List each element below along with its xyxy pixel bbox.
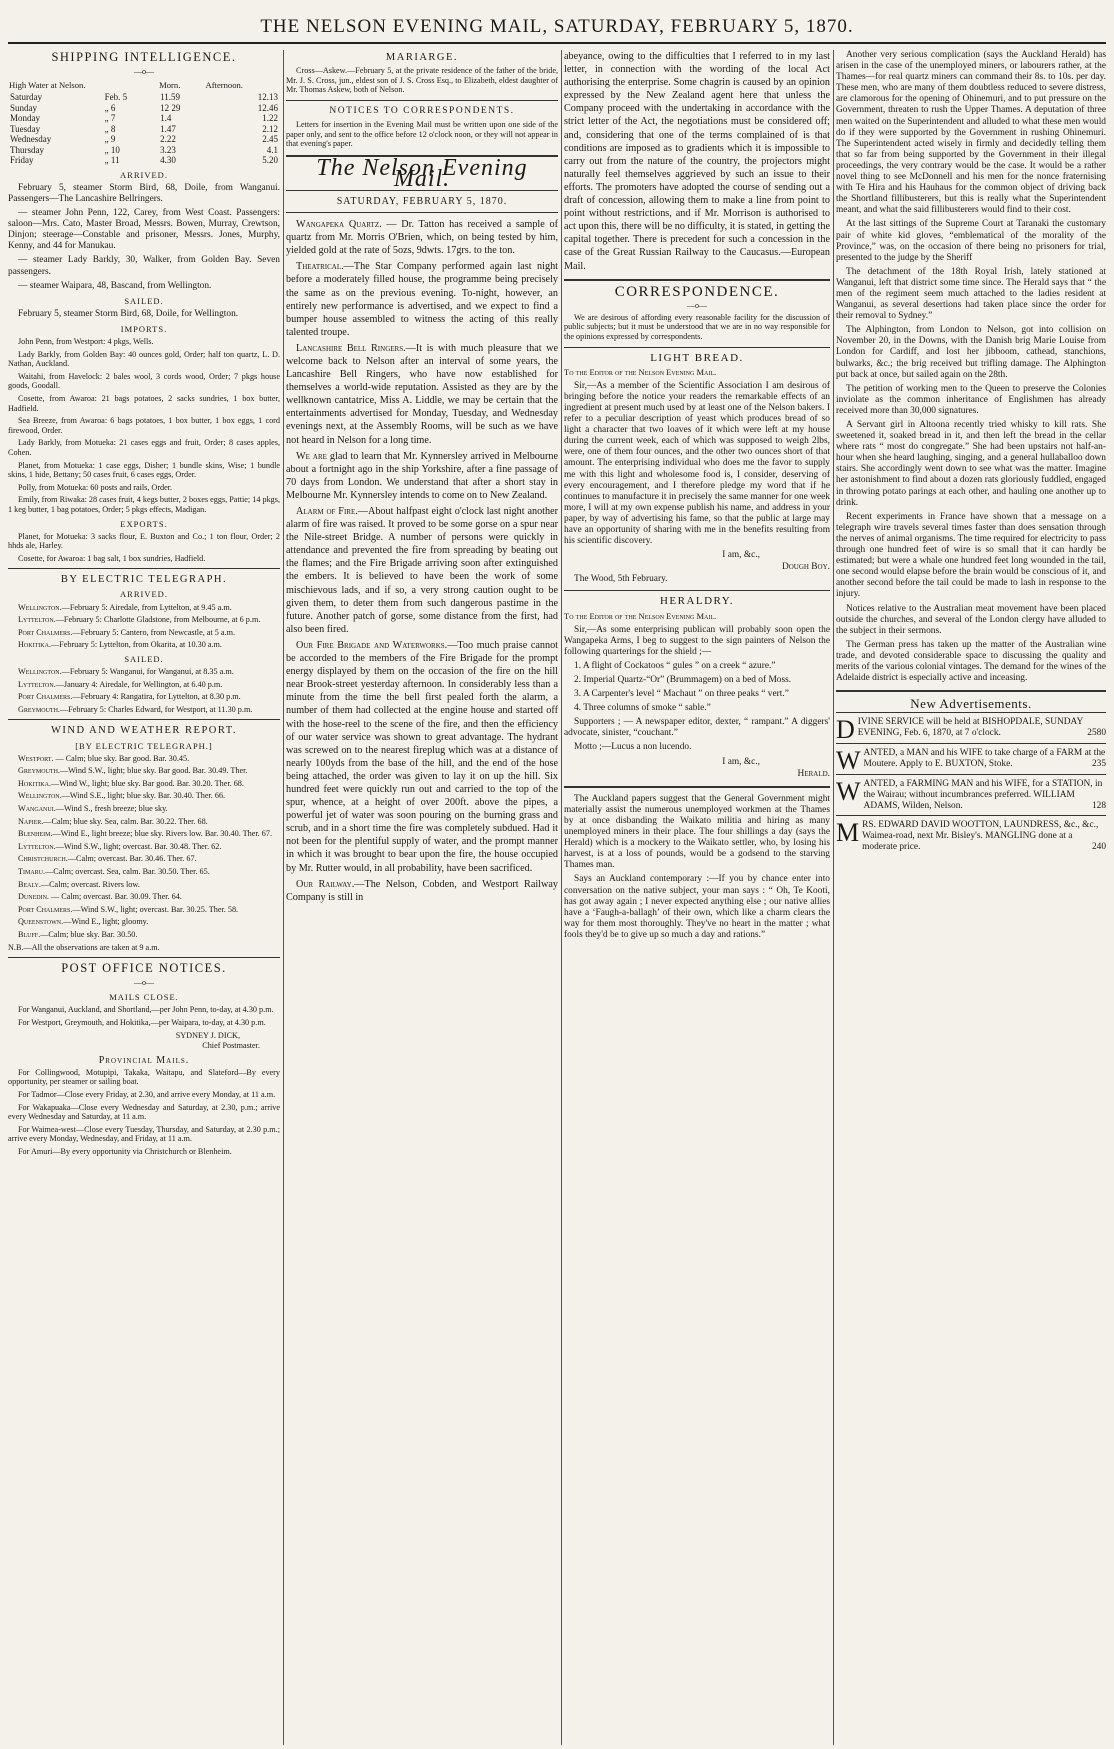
letter-signature: Herald. <box>797 768 830 779</box>
news-paragraph: The Alphington, from London to Nelson, got into collision on November 20, in the Downs, with the Danish brig Marie Louise from London for Cardiff, and lost her jibboom, cathead, stanchions, bulwarks, &c.; the brig received but trifling damage. The Alphington put back at once, but sailed again on the 28th. <box>836 325 1106 380</box>
column-divider <box>561 50 562 1745</box>
telegraph-detail: —February 5: Airedale, from Lyttelton, at 9.45 a.m. <box>61 602 232 612</box>
port-name: Wellington. <box>18 602 62 612</box>
import-entry: Sea Breeze, from Awaroa: 6 bags potatoes, 1 box butter, 1 box eggs, 1 cord firewood, Order. <box>8 416 280 435</box>
port-name: Port Chalmers. <box>18 692 73 702</box>
news-item <box>286 218 558 257</box>
column-2 <box>286 50 558 1745</box>
telegraph-detail: —February 5: Charlotte Gladstone, from Melbourne, at 6 p.m. <box>55 615 261 625</box>
provincial-mail-entry: For Wakapuaka—Close every Wednesday and Saturday, at 2.30, p.m.; arrive every Wednesday and Saturday, at 11 a.m. <box>8 1102 280 1122</box>
tide-morn: 3.23 <box>160 144 176 155</box>
column-3 <box>564 50 830 1745</box>
advertisement <box>836 743 1106 774</box>
paper-banner <box>286 154 558 192</box>
arrived-subheading: ARRIVED. <box>120 169 168 180</box>
weather-detail: —Wind S.W., light; blue sky. Bar good. Bar. 30.49. Ther. <box>59 766 248 776</box>
weather-subheading: [BY ELECTRIC TELEGRAPH.] <box>75 740 213 751</box>
weather-detail: —Wind S.W., light; overcast. Bar. 30.48. Ther. 62. <box>55 841 222 851</box>
imports-subheading: IMPORTS. <box>120 323 168 334</box>
port-name: Lyttelton. <box>18 679 56 689</box>
weather-entry <box>8 804 280 814</box>
rule <box>8 957 280 958</box>
tide-row <box>8 124 280 135</box>
tide-row <box>8 155 280 166</box>
ad-number: 240 <box>1091 841 1106 852</box>
news-body: —About halfpast eight o'clock last night another alarm of fire was raised. It proved to be some gorse on a spur near the Nile-street Bridge. A number of persons were quickly in attendance and prevented the fire from spreading by beating out the flames; and the Fire Brigade arriving soon after extinguished the embers. It is believed to have been the work of some mischievous lads, and if so, a very strong caution ought to be given them, to deter them from such dangerous pastime in the future. Another patch of gorse, some distance from the first, had also been fired. <box>286 506 558 635</box>
news-headline: We are <box>296 450 327 462</box>
tide-day: Saturday <box>10 92 42 103</box>
weather-detail: —Wind S., fresh breeze; blue sky. <box>55 803 168 813</box>
weather-entry <box>8 791 280 801</box>
banner-date: SATURDAY, FEBRUARY 5, 1870. <box>336 195 508 207</box>
news-body: —It is with much pleasure that we welcome back to Nelson after an interval of some years, the Lancashire Bell Ringers, who have now established for themselves a world-wide reputation. Assisted as they are by the wellknown cantatrice, Miss A. Liddle, we may be certain that the entertainments advertised for Monday, Tuesday, and Wednesday evenings next, at the Assembly Rooms, will be such as we have not heard in Nelson for a long time. <box>286 342 558 446</box>
tide-date: „ 7 <box>104 113 116 124</box>
column-divider <box>283 50 284 1745</box>
tide-afternoon: 2.45 <box>262 134 278 145</box>
letter-signature: Dough Boy. <box>781 562 830 573</box>
news-paragraph: The Auckland papers suggest that the General Government might materially assist the numerous unemployed workmen at the Thames by at once disbanding the Waikato militia and hiring as many unemployed miners in their place. The four shillings a day (says the Herald) which is a mockery to the Waikato settler, who, by losing his harvest, is at a loss of pounds, would be a godsend to the starving Thames man. <box>564 793 830 871</box>
tide-row <box>8 103 280 114</box>
weather-detail: —Calm; blue sky. Sea, calm. Bar. 30.22. Ther. 68. <box>43 816 208 826</box>
drop-cap: W <box>836 746 861 776</box>
arrival-entry: February 5, steamer Storm Bird, 68, Doile, from Wanganui. Passengers—The Lancashire Bellringers. <box>8 182 280 204</box>
weather-entry <box>8 905 280 915</box>
news-paragraph: The petition of working men to the Queen to preserve the Colonies inviolate as the common inheritance of Englishmen has already received more than 30,000 signatures. <box>836 383 1106 416</box>
post-heading: POST OFFICE NOTICES. <box>61 961 227 976</box>
tide-morn: 12 29 <box>160 102 181 113</box>
heraldry-item: 3. A Carpenter's level “ Machaut ” on three peaks “ vert.” <box>574 689 789 700</box>
news-body: glad to learn that Mr. Kynnersley arrived in Melbourne about a fortnight ago in the ship Yorkshire, after a fine passage of 70 days from London. We understand that after a short stay in Melbourne Mr. Kynnersley intends to come on to New Zealand. <box>286 450 558 501</box>
arrival-entry: — steamer John Penn, 122, Carey, from West Coast. Passengers: saloon—Mrs. Cato, Master Broad, Messrs. Bowen, Murray, Crewtson, Dinjon; steerage—Constable and prisoner, Messrs. Jones, Murphy, Kenny, and 44 for Manukau. <box>8 208 280 252</box>
light-bread-heading: LIGHT BREAD. <box>650 351 744 364</box>
heraldry-item: 4. Three columns of smoke “ sable.” <box>574 703 711 714</box>
tide-row <box>8 134 280 145</box>
news-headline: Our Railway. <box>296 878 355 890</box>
heraldry-heading: HERALDRY. <box>659 595 735 608</box>
correspondence-heading: CORRESPONDENCE. <box>614 283 780 300</box>
tide-afternoon: 4.1 <box>266 144 278 155</box>
station-name: Timaru. <box>18 866 46 876</box>
tide-afternoon: 12.46 <box>257 102 278 113</box>
column-4 <box>836 50 1106 1745</box>
tide-header-place: High Water at Nelson. <box>9 80 86 91</box>
news-paragraph: The detachment of the 18th Royal Irish, lately stationed at Wanganui, left that district some time since. The Herald says that “ the men of the regiment seem much attached to the ladies resident at Wanganui, as several desertions had taken place since the order for their removal to Sydney.” <box>836 266 1106 322</box>
station-name: Blenheim. <box>18 829 53 839</box>
shipping-heading: SHIPPING INTELLIGENCE. <box>51 50 237 64</box>
news-headline: Alarm of Fire. <box>296 506 358 517</box>
weather-entry <box>8 779 280 789</box>
ad-number: 128 <box>1091 801 1106 812</box>
station-name: Wellington. <box>18 791 62 801</box>
telegraph-sailing <box>8 692 280 702</box>
tide-date: „ 10 <box>104 144 120 155</box>
arrival-entry: — steamer Waipara, 48, Bascand, from Wellington. <box>18 280 212 291</box>
tide-table <box>8 79 280 166</box>
weather-entry <box>8 829 280 839</box>
weather-heading: WIND AND WEATHER REPORT. <box>50 725 238 737</box>
weather-entry <box>8 867 280 877</box>
rule <box>564 786 830 788</box>
telegraph-arrived-subheading: ARRIVED. <box>120 589 168 600</box>
tide-afternoon: 1.22 <box>262 113 278 124</box>
telegraph-sailed-subheading: SAILED. <box>124 653 164 664</box>
rule <box>286 212 558 213</box>
advertisement <box>836 815 1106 855</box>
weather-detail: — Calm; overcast. Bar. 30.09. Ther. 64. <box>48 892 182 902</box>
letter-body: Sir,—As some enterprising publican will probably soon open the Wangapeka Arms, I beg to suggest to the sign painters of Nelson the following quarterings for the shield ;— <box>564 624 830 657</box>
port-name: Wellington. <box>18 667 62 677</box>
news-paragraph: A Servant girl in Altoona recently tried whisky to kill rats. She sweetened it, soaked bread in it, and then left the bread in the cellar where rats “ most do congregate.” She had been upstairs not half-an-hour when she heard laughing, singing, and a general hullaballoo down stairs. She accordingly went down to see what was the matter. Imagine her astonishment to find about a dozen rats gloriously fuddled, engaged in throwing potato parings at each other, and hauling one another up to drink. <box>836 420 1106 508</box>
letter-closing: I am, &c., <box>722 550 760 561</box>
rule <box>836 690 1106 692</box>
news-body: —Too much praise cannot be accorded to the members of the Fire Brigade for the prompt energy displayed by them on the occasion of the fire on the hill near Brook-street yesterday afternoon. In considerably less than a minute from the time the bell first pealed forth the alarm, a number of them had collected at the engine house and started off with the hose-reel to the scene of the fire, and then the efficiency of our water service was shown to great advantage. The hydrant was screwed on to the nearest fireplug which was at a distance of nearly 100yds from the base of the hill, and the end of the hose being attached, the order was given to lay it on up the hill. Six hundred feet were quickly run out and carried to the top of the spur, whence, at a height of over 200ft. above the pipes, a powerful jet of water was soon pouring on the burning grass and scrub, and in a short time the fire was completely subdued. Had it not been for the plentiful supply of water, and the prompt manner in which it was brought to bear upon the fire, the house occupied by Mr. Rutter would, in all probability, have been sacrificed. <box>286 639 558 874</box>
station-name: Greymouth. <box>18 766 60 776</box>
advertisement <box>836 712 1106 743</box>
telegraph-detail: —February 5: Cantero, from Newcastle, at 5 a.m. <box>72 627 235 637</box>
tide-row <box>8 113 280 124</box>
tide-header-row <box>8 79 280 92</box>
tide-morn: 1.4 <box>160 113 172 124</box>
weather-detail: —Wind S.W., light; overcast. Bar. 30.25. Ther. 58. <box>72 904 239 914</box>
weather-detail: —Calm; blue sky. Bar. 30.50. <box>40 929 138 939</box>
tide-afternoon: 5.20 <box>262 155 278 166</box>
telegraph-detail: —January 4: Airedale, for Wellington, at 6.40 p.m. <box>55 679 223 689</box>
import-entry: John Penn, from Westport: 4 pkgs, Wells. <box>18 337 154 346</box>
rule <box>564 347 830 348</box>
rule <box>564 590 830 591</box>
news-headline: Our Fire Brigade and Waterworks. <box>296 639 448 651</box>
weather-detail: —Calm; overcast. Bar. 30.46. Ther. 67. <box>67 854 197 864</box>
railway-continued: abeyance, owing to the difficulties that I referred to in my last letter, in connection with the wording of the local Act authorising the enterprise. Some chagrin is caused by an opinion expressed by the New Zealand agent here that unless the Company proceed with the undertaking in accordance with the strict letter of the Act, the negotiations must be considered off; and, considering that one of the terms complained of is that conditions are imposed as to gradients which it is impossible to carry out from the nature of the country, the projectors might naturally feel themselves aggrieved by such an issue to their efforts. The promoters have adopted the course of sending out a draft of concession, allowing them to make a line from point to point without restrictions, and if Mr. Morrison is authorised to act upon this, there will be no difficulty, it is stated, in getting the capital together. There is precedent for such a concession in the case of the Great Russian Railway to the Caucasus.—European Mail. <box>564 51 830 272</box>
heraldry-motto: Motto ;—Lucus a non lucendo. <box>574 742 692 753</box>
correspondence-disclaimer: We are desirous of affording every reasonable facility for the discussion of public subjects; but it must be understood that we are in no way responsible for the opinions expressed by correspondents. <box>564 312 830 341</box>
advertisement <box>836 774 1106 814</box>
weather-entry <box>8 842 280 852</box>
tide-morn: 11.59 <box>160 92 181 103</box>
telegraph-arrival <box>8 615 280 625</box>
weather-entry <box>8 930 280 940</box>
weather-entry <box>8 892 280 902</box>
tide-morn: 2.22 <box>160 134 176 145</box>
tide-day: Monday <box>10 113 40 124</box>
news-body: — Dr. Tatton has received a sample of quartz from Mr. Morris O'Brien, which, on being tested by him, yielded gold at the rate of 5ozs, 9dwts. 17grs. to the ton. <box>286 219 558 257</box>
tide-day: Thursday <box>10 144 44 155</box>
tide-header-afternoon: Afternoon. <box>205 80 243 91</box>
weather-entry <box>8 754 280 764</box>
station-name: Queenstown. <box>18 917 64 927</box>
tide-afternoon: 2.12 <box>262 123 278 134</box>
weather-detail: —Wind S.E., light; blue sky. Bar. 30.40. Ther. 66. <box>61 791 226 801</box>
rule <box>286 100 558 101</box>
station-name: Wanganui. <box>18 803 56 813</box>
import-entry: Cosette, from Awaroa: 21 bags potatoes, 2 sacks sundries, 1 box butter, Hadfield. <box>8 393 280 413</box>
tide-date: „ 8 <box>104 123 116 134</box>
news-paragraph: Notices relative to the Australian meat movement have been placed outside the churches, and several of the London clergy have alluded to the subject in their sermons. <box>836 603 1106 636</box>
telegraph-arrival <box>8 603 280 613</box>
export-entry: Planet, for Motueka: 3 sacks flour, E. Buxton and Co.; 1 ton flour, Order; 2 hhds ale, Harley. <box>8 531 280 551</box>
news-paragraph: The German press has taken up the matter of the Australian wine trade, and devoted considerable space to discussing the quality and merits of the various colonial vintages. The demand for the wines of the Adelaide district is especially active and inceasing. <box>836 639 1106 684</box>
station-name: Bluff. <box>18 929 41 939</box>
telegraph-detail: —February 5: Lyttelton, from Okarita, at 10.30 a.m. <box>50 640 222 650</box>
ad-text: RS. EDWARD DAVID WOOTTON, LAUNDRESS, &c., &c., Waimea-road, next Mr. Bisley's. MANGLING done at a moderate price. <box>862 819 1099 852</box>
ad-text: ANTED, a MAN and his WIFE to take charge of a FARM at the Moutere. Apply to E. BUXTON, Stoke. <box>863 748 1106 770</box>
port-name: Lyttelton. <box>18 615 56 625</box>
station-name: Port Chalmers. <box>18 904 73 914</box>
tide-date: Feb. 5 <box>104 92 128 103</box>
station-name: Lyttelton. <box>18 841 56 851</box>
provincial-mail-entry: For Tadmor—Close every Friday, at 2.30, and arrive every Monday, at 11 a.m. <box>18 1090 276 1100</box>
telegraph-detail: —February 5: Charles Edward, for Westport, at 11.30 p.m. <box>59 704 253 714</box>
news-headline: Theatrical. <box>296 261 344 273</box>
letter-addressee: To the Editor of the Nelson Evening Mail. <box>564 366 717 377</box>
weather-entry <box>8 917 280 927</box>
provincial-mail-entry: For Amuri—By every opportunity via Christchurch or Blenheim. <box>18 1147 232 1156</box>
weather-entry <box>8 817 280 827</box>
telegraph-sailing <box>8 667 280 677</box>
news-paragraph: Says an Auckland contemporary :—If you by chance enter into conversation on the native subject, your man says : “ Oh, Te Kooti, has got away again ; I never expected anything else ; our native allies have a ‘Faugh-a-ballagh’ of their own, which like a charm clears the way for them most thoroughly. They've no heart in the matter ; what fools they'd be to give up so much a day and rations.” <box>564 874 830 940</box>
letter-place: The Wood, 5th February. <box>574 574 668 585</box>
station-name: Napier. <box>18 816 44 826</box>
tide-morn: 1.47 <box>160 123 176 134</box>
drop-cap: D <box>836 715 855 745</box>
drop-cap: M <box>836 817 860 847</box>
sailed-entry: February 5, steamer Storm Bird, 68, Doile, for Wellington. <box>18 308 239 319</box>
tide-day: Tuesday <box>10 123 41 134</box>
arrival-entry: — steamer Lady Barkly, 30, Walker, from Golden Bay. Seven passengers. <box>8 255 280 277</box>
news-paragraph: Another very serious complication (says the Auckland Herald) has arisen in the case of the unemployed miners, or labourers rather, at the Thames—for real quartz miners can command their 8s. to 10s. per day. These men, who are many of them doubtless reduced to severe distress, are clamorous for the opening of Ohinemuri, and to put pressure on the Government, threaten to rush the Upper Thames. A deputation of three men waited on the Superintendent and alluded to what these men would do if they were supported by the Government in rushing Ohinemuri. The Superintendent acted wisely in firmly and decidedly telling them that so far from being supported by the Government in their illegal proceedings, the very contrary would be the case. It would be a rather novel thing to see McDonnell and his men for the nonce fraternising with Te Hira and his Hauhaus for the common object of driving back the Shortland fillibusterers, but this is really what the Superintendent meant, and what the said fillibusterers would find to their cost. <box>836 50 1106 216</box>
news-item <box>286 505 558 636</box>
advertisements-heading: New Advertisements. <box>910 696 1032 712</box>
tide-date: „ 9 <box>104 134 116 145</box>
tide-day: Sunday <box>10 102 37 113</box>
provincial-mail-entry: For Collingwood, Motupipi, Takaka, Waitapu, and Slateford—By every opportunity, per steamer or sailing boat. <box>8 1067 280 1087</box>
exports-subheading: EXPORTS. <box>120 518 168 529</box>
weather-entry <box>8 880 280 890</box>
weather-entry <box>8 766 280 776</box>
news-headline: Lancashire Bell Ringers. <box>296 342 406 354</box>
news-paragraph: At the last sittings of the Supreme Court at Taranaki the customary pair of white kid gloves, “emblematical of the morality of the Province,” was, on the occasion of there being no prisoners for trial, presented to the judge by the Sheriff <box>836 219 1106 263</box>
mail-entry: For Westport, Greymouth, and Hokitika,—per Waipara, to-day, at 4.30 p.m. <box>18 1017 266 1027</box>
ad-text: ANTED, a FARMING MAN and his WIFE, for a STATION, in the Wairau; without incumbrances preferred. WILLIAM ADAMS, Wilden, Nelson. <box>863 779 1103 812</box>
news-body: —The Star Company performed again last night before a moderately filled house, the programme being precisely the same as on the previous evening. To-night, however, an entirely new performance is advertised, and we expect to find a bumper house assembled to witness the acting of this really talented troupe. <box>286 261 558 338</box>
letter-body: Sir,—As a member of the Scientific Association I am desirous of bringing before the notice your readers the remarkable effects of an ingredient at present much used by at least one of the Nelson bakers. I refer to a peculiar description of yeast which produces bread of so light a character that two loaves of it which were left at my house during the current week, each of which was supposed to weigh 2lbs, were, one of them four ounces, and the other two ounces short of that amount. The enterprising individual who does me the favor to supply me with this light and wholesome food is, I consider, deserving of every encouragement, and I therefore pledge my word that if he continues to manufacture it in precisely the same manner for one week more, I will at my own expense publish his name, and address in your paper, by way of advertising his fame, so that the public at large may have an opportunity of sharing with me in the benefits resulting from his scientific discovery. <box>564 380 830 547</box>
port-name: Hokitika. <box>18 640 51 650</box>
tide-day: Friday <box>10 155 34 166</box>
ad-text: IVINE SERVICE will be held at BISHOPDALE, SUNDAY EVENING, Feb. 6, 1870, at 7 o'clock. <box>857 717 1083 739</box>
notices-heading: NOTICES TO CORRESPONDENTS. <box>329 105 515 116</box>
heraldry-item: 1. A flight of Cockatoos “ gules ” on a creek “ azure.” <box>574 660 776 671</box>
drop-cap: W <box>836 777 861 807</box>
telegraph-sailing <box>8 680 280 690</box>
postmaster-name: SYDNEY J. DICK, <box>175 1030 240 1040</box>
import-entry: Polly, from Motueka: 60 posts and rails, Order. <box>18 482 173 492</box>
weather-detail: —Wind E., light; gloomy. <box>63 917 149 927</box>
telegraph-heading: BY ELECTRIC TELEGRAPH. <box>60 574 228 586</box>
telegraph-sailing <box>8 705 280 715</box>
export-entry: Cosette, for Awaroa: 1 bag salt, 1 box sundries, Hadfield. <box>18 553 206 563</box>
marriage-heading: MARIARGE. <box>385 52 459 63</box>
station-name: Dunedin. <box>18 892 49 902</box>
ad-number: 2580 <box>1087 728 1106 739</box>
import-entry: Waitahi, from Havelock: 2 bales wool, 3 cords wood, Order; 7 pkgs house goods, Goodall. <box>8 371 280 391</box>
ornament: —o— <box>134 978 154 988</box>
ad-number: 235 <box>1091 759 1106 770</box>
import-entry: Lady Barkly, from Golden Bay: 40 ounces gold, Order; half ton quartz, L. D. Nathan, Auckland. <box>8 349 280 369</box>
weather-detail: —Wind E., light breeze; blue sky. Rivers low. Bar. 30.40. Ther. 67. <box>52 829 272 839</box>
import-entry: Lady Barkly, from Motueka: 21 cases eggs and fruit, Order; 8 cases apples, Cohen. <box>8 438 280 457</box>
provincial-mail-entry: For Waimea-west—Close every Tuesday, Thursday, and Saturday, at 2.30 p.m.; arrive every Monday, Wednesday, and Friday, at 11 a.m. <box>8 1124 280 1144</box>
news-headline: Wangapeka Quartz. <box>296 219 382 231</box>
rule <box>8 568 280 569</box>
weather-detail: —Wind W., light; blue sky. Bar good. Bar. 30.20. Ther. 68. <box>50 778 244 788</box>
masthead-rule <box>8 42 1106 44</box>
telegraph-arrival <box>8 640 280 650</box>
tide-date: „ 6 <box>104 102 116 113</box>
port-name: Greymouth. <box>18 704 60 714</box>
weather-detail: — Calm; blue sky. Bar good. Bar. 30.45. <box>53 753 190 763</box>
column-1 <box>8 50 280 1745</box>
port-name: Port Chalmers. <box>18 627 73 637</box>
telegraph-detail: —February 5: Wanganui, for Wanganui, at 8.35 a.m. <box>61 667 234 677</box>
tide-date: „ 11 <box>104 155 120 166</box>
letter-closing: I am, &c., <box>722 756 760 767</box>
marriage-notice: Cross—Askew.—February 5, at the private residence of the father of the bride, Mr. J. S. Cross, jun., eldest son of J. S. Cross Esq., to Elizabeth, eldest daughter of Mr. Thomas Askew, both of Nelson. <box>286 66 558 95</box>
provincial-mails-subheading: Provincial Mails. <box>98 1054 190 1066</box>
news-paragraph: Recent experiments in France have shown that a message on a telegraph wire travels several times faster than does sensation through the nerves of animal organisms. The time required for electricity to pass through one hundred feet of wire is so small that it can hardly be estimated; but were a whale one hundred feet long wounded in the tail, one second would elapse before the brain would be conscious of it, and another second before the tail could be made to lash in response to the injury. <box>836 511 1106 600</box>
sailed-subheading: SAILED. <box>124 295 164 306</box>
import-entry: Emily, from Riwaka: 28 cases fruit, 4 kegs butter, 2 boxes eggs, Pattie; 14 pkgs, 1 keg butter, 1 bag potatoes, Order; 5 pkgs effects, Madigan. <box>8 495 280 514</box>
column-divider <box>833 50 834 1745</box>
tide-afternoon: 12.13 <box>257 92 278 103</box>
letter-addressee: To the Editor of the Nelson Evening Mail. <box>564 610 717 621</box>
rule <box>564 279 830 281</box>
weather-note: N.B.—All the observations are taken at 9 a.m. <box>8 942 160 952</box>
import-entry: Planet, from Motueka: 1 case eggs, Disher; 1 bundle skins, Wise; 1 bundle skins, 1 hide, Bettany; 50 cases fruit, 6 cases eggs, Order. <box>8 460 280 480</box>
notices-text: Letters for insertion in the Evening Mail must be written upon one side of the paper only, and sent to the office before 12 o'clock noon, or they will not appear in that evening's paper. <box>286 119 558 149</box>
tide-morn: 4.30 <box>160 155 176 166</box>
tide-row <box>8 145 280 156</box>
rule <box>8 719 280 720</box>
telegraph-detail: —February 4: Rangatira, for Lyttelton, at 8.30 p.m. <box>72 692 241 702</box>
tide-day: Wednesday <box>10 134 52 145</box>
news-item <box>286 260 558 339</box>
news-body: —The Nelson, Cobden, and Westport Railway Company is still in <box>286 878 558 903</box>
telegraph-arrival <box>8 628 280 638</box>
news-item <box>286 639 558 875</box>
station-name: Hokitika. <box>18 778 51 788</box>
ornament: —o— <box>134 67 154 77</box>
postmaster-title: Chief Postmaster. <box>202 1041 260 1051</box>
newspaper-title: THE NELSON EVENING MAIL, SATURDAY, FEBRUARY 5, 1870. <box>260 16 854 37</box>
station-name: Christchurch. <box>18 854 68 864</box>
news-item <box>286 450 558 502</box>
station-name: Bealy. <box>18 879 41 889</box>
tide-row <box>8 92 280 103</box>
banner-title: The Nelson Evening Mail. <box>316 154 528 192</box>
mails-close-subheading: MAILS CLOSE. <box>109 992 179 1003</box>
weather-detail: —Calm; overcast. Rivers low. <box>40 879 140 889</box>
news-item <box>286 342 558 447</box>
mail-entry: For Wanganui, Auckland, and Shortland,—per John Penn, to-day, at 4.30 p.m. <box>18 1005 274 1015</box>
heraldry-supporters: Supporters ; — A newspaper editor, dexter, “ rampant.” A diggers' advocate, sinister, “couchant.” <box>564 717 830 739</box>
weather-detail: —Calm; overcast. Sea, calm. Bar. 30.50. Ther. 65. <box>45 866 210 876</box>
ornament: —o— <box>687 300 707 310</box>
heraldry-item: 2. Imperial Quartz-“Or” (Brummagem) on a bed of Moss. <box>574 675 792 685</box>
tide-header-morn: Morn. <box>159 80 181 91</box>
weather-entry <box>8 854 280 864</box>
station-name: Westport. <box>18 753 54 763</box>
news-item <box>286 878 558 904</box>
masthead <box>0 0 1114 44</box>
